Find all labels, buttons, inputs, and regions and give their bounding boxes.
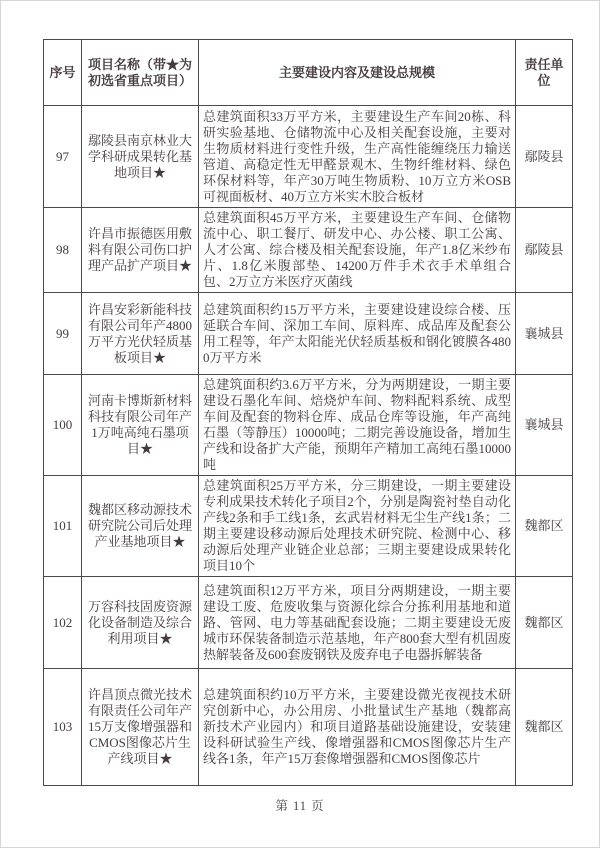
cell-index: 97 xyxy=(44,106,82,208)
table-row xyxy=(44,669,573,786)
cell-name: 魏都区移动源技术研究院公司后处理产业基地项目★ xyxy=(82,476,199,577)
table-row xyxy=(44,293,573,375)
col-header-unit: 责任单位 xyxy=(516,40,573,106)
cell-name: 许昌顶点微光技术有限责任公司年产15万支像增强器和CMOS图像芯片生产线项目★ xyxy=(82,669,199,786)
cell-index: 101 xyxy=(44,476,82,577)
cell-name: 许昌市振德医用敷料有限公司伤口护理产品扩产项目★ xyxy=(82,208,199,293)
cell-content: 总建筑面积12万平方米，项目分两期建设，一期主要建设工废、危废收集与资源化综合分拣利用基地和道路、管网、电力等基础配套设施；二期主要建设无废城市环保装备制造示范基地，年产800套大型有机固废热解装备及600套废钢铁及废弃电子电器拆解装备 xyxy=(199,577,516,669)
col-header-content: 主要建设内容及建设总规模 xyxy=(199,40,516,106)
cell-content: 总建筑面积约10万平方米，主要建设微光夜视技术研究创新中心，办公用房、小批量试生产基地（魏都高新技术产业园内）和项目道路基础设施建设，安装建设科研试验生产线、像增强器和CMOS图像芯片生产线各1条，年产15万套像增强器和CMOS图像芯片 xyxy=(199,669,516,786)
cell-name: 鄢陵县南京林业大学科研成果转化基地项目★ xyxy=(82,106,199,208)
cell-unit: 襄城县 xyxy=(516,375,573,476)
cell-content: 总建筑面积25万平方米，分三期建设，一期主要建设专利成果技术转化子项目2个，分别是陶瓷衬垫自动化产线2条和手工线1条，玄武岩材料无尘生产线1条；二期主要建设移动源后处理技术研究院、检测中心、移动源后处理产业链企业总部；三期主要建设成果转化项目10个 xyxy=(199,476,516,577)
table-row xyxy=(44,577,573,669)
cell-index: 102 xyxy=(44,577,82,669)
col-header-name: 项目名称（带★为初选省重点项目） xyxy=(82,40,199,106)
page-number: 第 11 页 xyxy=(275,799,325,813)
cell-unit: 魏都区 xyxy=(516,669,573,786)
cell-content: 总建筑面积约15万平方米，主要建设建设综合楼、压延联合车间、深加工车间、原料库、成品库及配套公用工程等，年产太阳能光伏轻质基板和钢化镀膜各4800万平方米 xyxy=(199,293,516,375)
cell-name: 万容科技固废资源化设备制造及综合利用项目★ xyxy=(82,577,199,669)
projects-table xyxy=(43,39,573,786)
cell-unit: 鄢陵县 xyxy=(516,106,573,208)
table-header-row xyxy=(44,40,573,106)
cell-index: 99 xyxy=(44,293,82,375)
cell-unit: 魏都区 xyxy=(516,476,573,577)
cell-name: 河南卡博斯新材料科技有限公司年产1万吨高纯石墨项目★ xyxy=(82,375,199,476)
cell-unit: 魏都区 xyxy=(516,577,573,669)
table-row xyxy=(44,208,573,293)
cell-name: 许昌安彩新能科技有限公司年产4800万平方光伏轻质基板项目★ xyxy=(82,293,199,375)
cell-unit: 鄢陵县 xyxy=(516,208,573,293)
cell-index: 98 xyxy=(44,208,82,293)
cell-index: 103 xyxy=(44,669,82,786)
cell-content: 总建筑面积45万平方米，主要建设生产车间、仓储物流中心、职工餐厅、研发中心、办公楼、职工公寓、人才公寓、综合楼及相关配套设施，年产1.8亿米纱布片、1.8亿米腹部垫、14200万件手术衣手术单组合包、2万立方米医疗灭菌线 xyxy=(199,208,516,293)
table-row xyxy=(44,375,573,476)
cell-content: 总建筑面积约3.6万平方米，分为两期建设，一期主要建设石墨化车间、焙烧炉车间、物料配料系统、成型车间及配套的物料仓库、成品仓库等设施，年产高纯石墨（等静压）10000吨；二期完善设施设备，增加生产线和设备扩大产能，预期年产精加工高纯石墨10000吨 xyxy=(199,375,516,476)
table-row xyxy=(44,476,573,577)
cell-unit: 襄城县 xyxy=(516,293,573,375)
table-row xyxy=(44,106,573,208)
cell-content: 总建筑面积33万平方米，主要建设生产车间20栋、科研实验基地、仓储物流中心及相关配套设施，主要对生物质材料进行变性升级，生产高性能缠绕压力输送管道、高稳定性无甲醛景观木、生物纤维材料、绿色环保材料等，年产30万吨生物质粉、10万立方米OSB可视面板材、40万立方米实木胶合板材 xyxy=(199,106,516,208)
cell-index: 100 xyxy=(44,375,82,476)
col-header-index: 序号 xyxy=(44,40,82,106)
